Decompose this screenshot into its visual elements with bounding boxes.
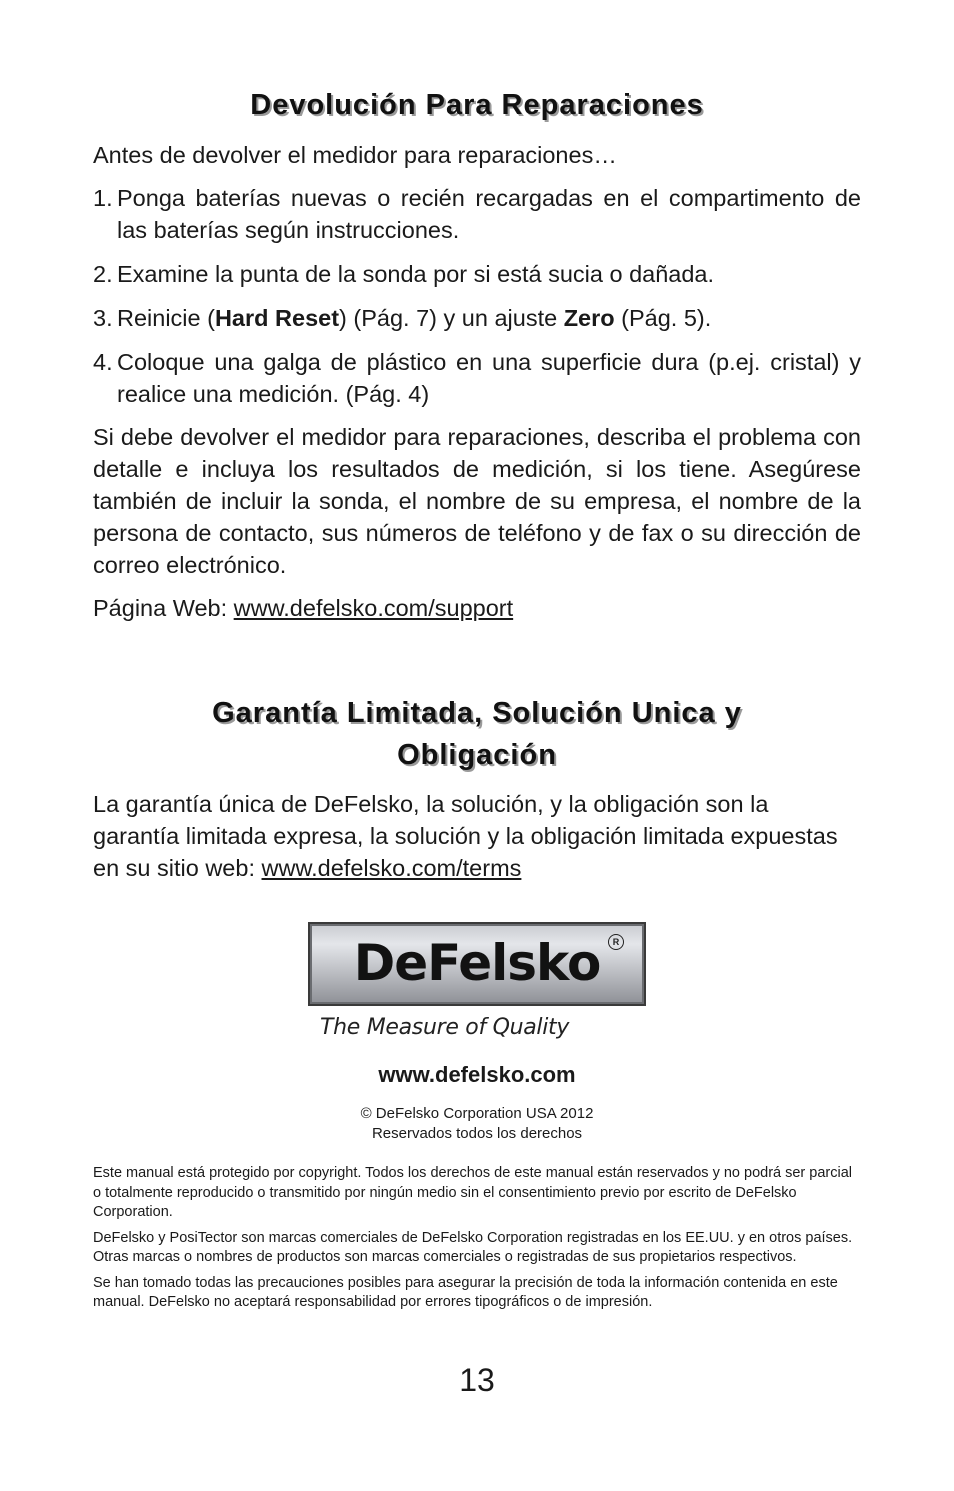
step-text-post: (Pág. 5). [614, 305, 712, 331]
step-text: Examine la punta de la sonda por si está sucia o dañada. [117, 261, 715, 287]
list-item [93, 346, 861, 410]
web-label: Página Web: [93, 595, 234, 621]
warranty-body: La garantía única de DeFelsko, la solución, y la obligación son la garantía limitada expresa, la solución y la obligación limitada expuestas en su sitio web: [93, 791, 838, 881]
copyright-line: © DeFelsko Corporation USA 2012 [360, 1105, 594, 1122]
returns-steps-list [93, 182, 861, 410]
logo-brand: DeFelsko [353, 934, 601, 992]
defelsko-logo [93, 922, 861, 1040]
step-number: 2. [93, 261, 113, 287]
warranty-heading [93, 692, 861, 776]
terms-link[interactable]: www.defelsko.com/terms [261, 855, 522, 881]
logo-tagline: The Measure of Quality [320, 1015, 570, 1040]
section-title-returns: Devolución Para Reparaciones [250, 89, 704, 121]
step-number: 1. [93, 185, 113, 211]
zero-term: Zero [563, 305, 615, 331]
legal-paragraph: Este manual está protegido por copyright. Todos los derechos de este manual están reservados y no podrá ser parcial o totalmente reproducido o transmitido por ningún medio sin el consentimiento previo por escrito de DeFelsko Corporation. [93, 1165, 853, 1220]
legal-paragraph: Se han tomado todas las precauciones posibles para asegurar la precisión de toda la información contenida en este manual. DeFelsko no aceptará responsabilidad por errores tipográficos o de impresión. [93, 1274, 838, 1310]
list-item [93, 302, 861, 334]
returns-intro: Antes de devolver el medidor para reparaciones… [93, 142, 617, 168]
step-text: Ponga baterías nuevas o recién recargadas en el compartimento de las baterías según instrucciones. [117, 185, 861, 243]
step-text-mid: ) (Pág. 7) y un ajuste [339, 305, 564, 331]
support-web-line [93, 592, 861, 624]
support-link[interactable]: www.defelsko.com/support [233, 595, 514, 621]
registered-mark-icon: R [608, 934, 624, 950]
logo-plate [308, 922, 646, 1006]
step-text: Coloque una galga de plástico en una superficie dura (p.ej. cristal) y realice una medición. (Pág. 4) [117, 349, 861, 407]
website-url: www.defelsko.com [378, 1062, 576, 1087]
step-text-pre: Reinicie ( [117, 305, 215, 331]
legal-notices [93, 1164, 861, 1313]
list-item [93, 182, 861, 246]
section-title-warranty-line2: Obligación [397, 739, 557, 771]
rights-line: Reservados todos los derechos [371, 1125, 583, 1142]
list-item [93, 258, 861, 290]
manual-page [93, 84, 861, 1319]
returns-description: Si debe devolver el medidor para reparaciones, describa el problema con detalle e incluya los resultados de medición, si los tiene. Asegúrese también de incluir la sonda, el nombre de su empresa, el nombre de la persona de contacto, sus números de teléfono y de fax o su dirección de correo electrónico. [93, 424, 861, 578]
legal-paragraph: DeFelsko y PosiTector son marcas comerciales de DeFelsko Corporation registradas en los EE.UU. y en otros países. Otras marcas o nombres de productos son marcas comerciales o registradas de sus propietarios respectivos. [93, 1229, 853, 1265]
page-number: 13 [459, 1362, 495, 1398]
step-number: 3. [93, 305, 113, 331]
warranty-text [93, 788, 861, 884]
section-title-warranty-line1: Garantía Limitada, Solución Unica y [212, 697, 742, 729]
copyright-block [93, 1104, 861, 1144]
hard-reset-term: Hard Reset [214, 305, 340, 331]
step-number: 4. [93, 349, 113, 375]
